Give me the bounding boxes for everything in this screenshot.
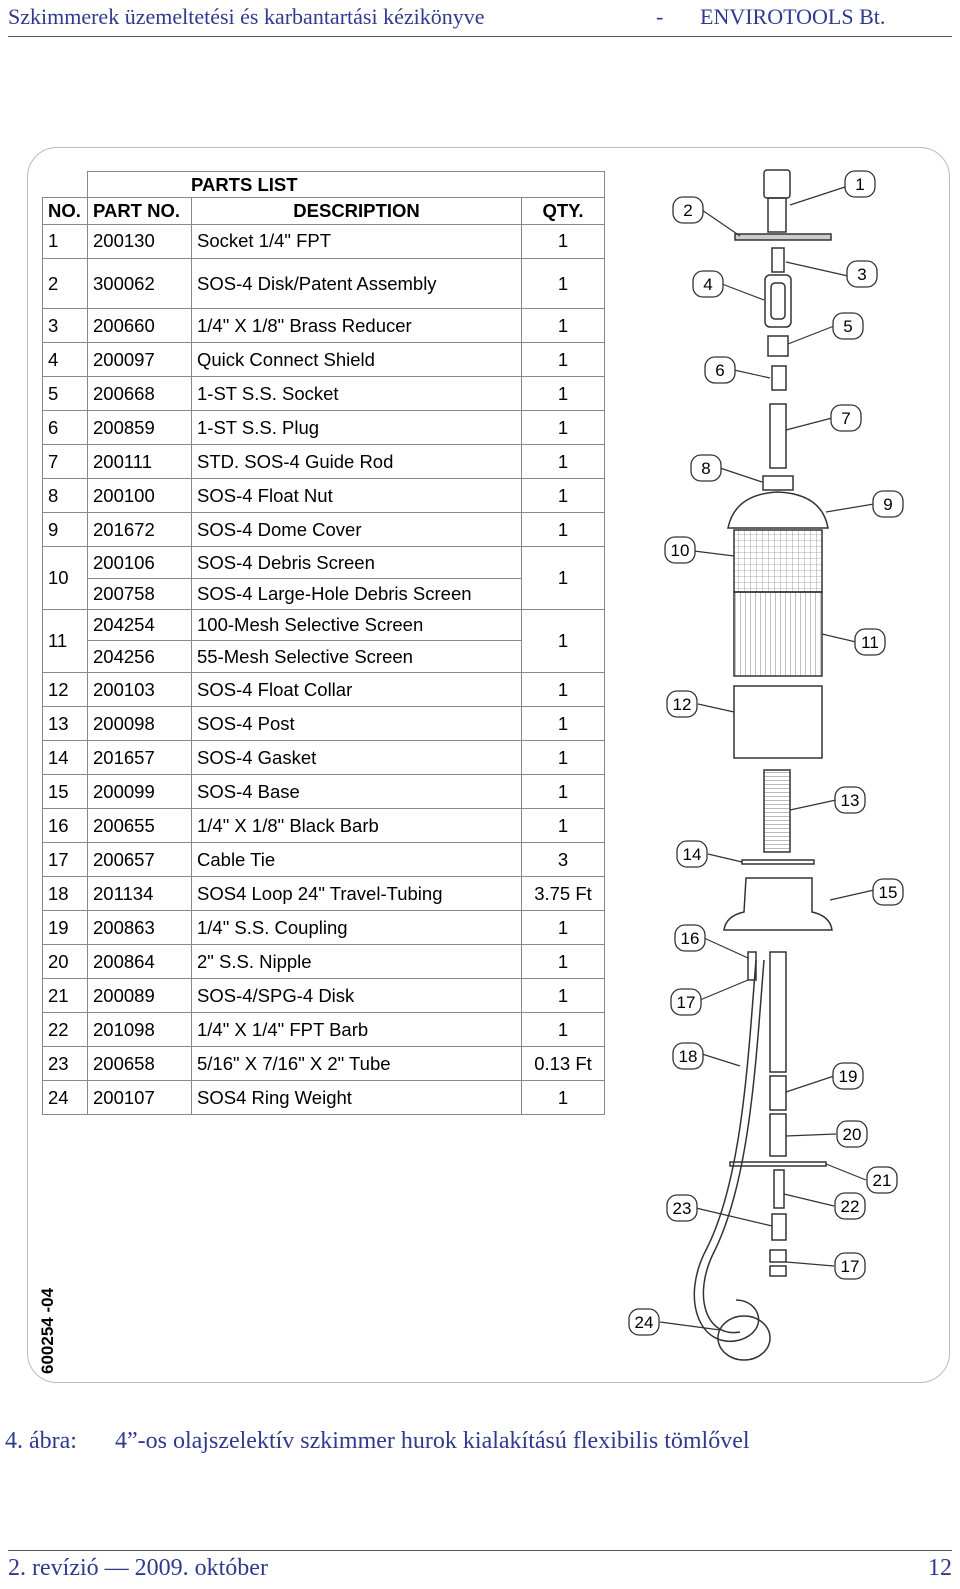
part-quantity: 1 bbox=[522, 547, 605, 610]
part-number: 200668 bbox=[88, 377, 192, 411]
part-number-index: 20 bbox=[43, 944, 88, 978]
table-row bbox=[43, 479, 605, 513]
part-number: 200660 bbox=[88, 309, 192, 343]
part-number-index: 2 bbox=[43, 258, 88, 309]
callout-balloon bbox=[673, 1043, 703, 1069]
part-number: 201098 bbox=[88, 1012, 192, 1046]
page-footer bbox=[8, 1550, 952, 1581]
callout-balloon bbox=[873, 879, 903, 905]
part-description: 55-Mesh Selective Screen bbox=[192, 641, 522, 672]
callout-label: 23 bbox=[672, 1199, 692, 1218]
callout-label: 20 bbox=[842, 1125, 862, 1144]
callout-balloon bbox=[673, 197, 703, 223]
table-row bbox=[43, 740, 605, 774]
part-description: SOS-4 Float Collar bbox=[192, 672, 522, 706]
header-separator: - bbox=[656, 4, 664, 29]
callout-label: 14 bbox=[682, 845, 702, 864]
table-row bbox=[43, 377, 605, 411]
callout-label: 22 bbox=[840, 1197, 860, 1216]
part-number-index: 22 bbox=[43, 1012, 88, 1046]
part-description: Cable Tie bbox=[192, 842, 522, 876]
part-description: SOS-4 Post bbox=[192, 706, 522, 740]
part-number: 200100 bbox=[88, 479, 192, 513]
part-quantity: 1 bbox=[522, 1012, 605, 1046]
callout-label: 6 bbox=[715, 361, 725, 380]
part-socket bbox=[764, 170, 790, 198]
callout-label: 17 bbox=[676, 993, 696, 1012]
part-description: 1/4" S.S. Coupling bbox=[192, 910, 522, 944]
part-number-index: 13 bbox=[43, 706, 88, 740]
part-number: 200655 bbox=[88, 808, 192, 842]
part-number-index: 4 bbox=[43, 343, 88, 377]
part-number: 300062 bbox=[88, 258, 192, 309]
part-socket-body bbox=[768, 198, 786, 232]
part-quantity: 1 bbox=[522, 944, 605, 978]
part-description: Quick Connect Shield bbox=[192, 343, 522, 377]
part-number-index: 5 bbox=[43, 377, 88, 411]
part-quantity: 1 bbox=[522, 343, 605, 377]
callout-label: 2 bbox=[683, 201, 693, 220]
col-header-qty: QTY. bbox=[522, 198, 605, 224]
part-number: 200111 bbox=[88, 445, 192, 479]
parts-list-title: PARTS LIST bbox=[88, 172, 605, 198]
table-row bbox=[43, 547, 605, 578]
callout-balloon bbox=[831, 405, 861, 431]
callout-label: 12 bbox=[672, 695, 692, 714]
part-quantity: 1 bbox=[522, 445, 605, 479]
callout-balloon bbox=[671, 989, 701, 1015]
callout-label: 16 bbox=[680, 929, 700, 948]
part-quantity: 1 bbox=[522, 1080, 605, 1114]
callout-label: 13 bbox=[840, 791, 860, 810]
part-number-index: 12 bbox=[43, 672, 88, 706]
table-row bbox=[43, 910, 605, 944]
part-ss-plug bbox=[772, 366, 786, 390]
part-quantity: 0.13 Ft bbox=[522, 1046, 605, 1080]
callout-balloon bbox=[693, 271, 723, 297]
part-number: 200130 bbox=[88, 224, 192, 258]
table-row bbox=[43, 808, 605, 842]
callout-label: 19 bbox=[838, 1067, 858, 1086]
part-number-index: 6 bbox=[43, 411, 88, 445]
table-row bbox=[43, 1080, 605, 1114]
part-number-index: 17 bbox=[43, 842, 88, 876]
callout-label: 11 bbox=[861, 633, 879, 652]
table-row bbox=[43, 978, 605, 1012]
table-row bbox=[43, 578, 605, 609]
table-row bbox=[43, 224, 605, 258]
footer-revision: 2. revízió — 2009. október bbox=[8, 1555, 268, 1581]
callout-balloon bbox=[845, 171, 875, 197]
callout-label: 8 bbox=[701, 459, 711, 478]
col-header-part-no: PART NO. bbox=[88, 198, 192, 224]
callout-label: 5 bbox=[843, 317, 853, 336]
callout-balloon bbox=[705, 357, 735, 383]
part-quantity: 1 bbox=[522, 479, 605, 513]
part-number: 201657 bbox=[88, 740, 192, 774]
table-row bbox=[43, 1046, 605, 1080]
callout-balloon bbox=[835, 1253, 865, 1279]
part-number-index: 19 bbox=[43, 910, 88, 944]
part-description: STD. SOS-4 Guide Rod bbox=[192, 445, 522, 479]
callout-label: 24 bbox=[634, 1313, 654, 1332]
part-description: SOS-4 Disk/Patent Assembly bbox=[192, 258, 522, 309]
part-reducer bbox=[772, 248, 784, 272]
callout-label: 18 bbox=[678, 1047, 698, 1066]
part-description: SOS4 Loop 24" Travel-Tubing bbox=[192, 876, 522, 910]
part-number-index: 24 bbox=[43, 1080, 88, 1114]
part-quantity: 1 bbox=[522, 377, 605, 411]
part-dome-cover bbox=[728, 492, 828, 528]
part-quantity: 1 bbox=[522, 910, 605, 944]
table-row bbox=[43, 944, 605, 978]
part-fpt-barb bbox=[774, 1170, 784, 1208]
part-quantity: 1 bbox=[522, 978, 605, 1012]
page-header bbox=[8, 0, 952, 37]
callout-balloon bbox=[675, 925, 705, 951]
part-cable-tie bbox=[770, 1250, 786, 1262]
callout-balloon bbox=[873, 491, 903, 517]
callout-balloon bbox=[855, 629, 885, 655]
part-number-index: 15 bbox=[43, 774, 88, 808]
part-quantity: 1 bbox=[522, 774, 605, 808]
figure-caption-label: 4. ábra: bbox=[5, 1428, 77, 1454]
part-short-tube bbox=[772, 1214, 786, 1240]
callout-label: 9 bbox=[883, 495, 893, 514]
callout-label: 10 bbox=[670, 541, 690, 560]
part-description: 1/4" X 1/8" Black Barb bbox=[192, 808, 522, 842]
table-row bbox=[43, 411, 605, 445]
header-title: Szkimmerek üzemeltetési és karbantartási kézikönyve bbox=[8, 4, 485, 29]
part-number: 200864 bbox=[88, 944, 192, 978]
callout-balloon bbox=[677, 841, 707, 867]
part-description: SOS-4 Float Nut bbox=[192, 479, 522, 513]
part-quantity: 1 bbox=[522, 706, 605, 740]
table-row bbox=[43, 1012, 605, 1046]
part-description: SOS-4 Base bbox=[192, 774, 522, 808]
part-number-index: 18 bbox=[43, 876, 88, 910]
header-company: ENVIROTOOLS Bt. bbox=[700, 4, 886, 29]
part-description: 100-Mesh Selective Screen bbox=[192, 609, 522, 640]
table-row bbox=[43, 609, 605, 640]
part-description: SOS-4 Debris Screen bbox=[192, 547, 522, 578]
part-quantity: 1 bbox=[522, 609, 605, 672]
callout-balloon bbox=[833, 1063, 863, 1089]
table-row bbox=[43, 309, 605, 343]
callout-balloon bbox=[837, 1121, 867, 1147]
part-number-index: 9 bbox=[43, 513, 88, 547]
part-number-index: 11 bbox=[43, 609, 88, 672]
callout-balloon bbox=[847, 261, 877, 287]
part-number: 200089 bbox=[88, 978, 192, 1012]
callout-label: 3 bbox=[857, 265, 867, 284]
table-row bbox=[43, 258, 605, 309]
callout-label: 7 bbox=[841, 409, 851, 428]
table-row bbox=[43, 774, 605, 808]
part-number: 200758 bbox=[88, 578, 192, 609]
part-description: 2" S.S. Nipple bbox=[192, 944, 522, 978]
part-quantity: 1 bbox=[522, 808, 605, 842]
part-description: SOS-4 Gasket bbox=[192, 740, 522, 774]
footer-page-number: 12 bbox=[928, 1555, 952, 1581]
part-quantity: 1 bbox=[522, 513, 605, 547]
exploded-view-diagram bbox=[634, 160, 920, 1380]
part-number-index: 8 bbox=[43, 479, 88, 513]
part-number-index: 16 bbox=[43, 808, 88, 842]
drawing-code: 600254 -04 bbox=[38, 1287, 57, 1374]
part-number: 200106 bbox=[88, 547, 192, 578]
table-row bbox=[43, 641, 605, 672]
part-quantity: 1 bbox=[522, 224, 605, 258]
part-ss-socket bbox=[768, 336, 788, 356]
callout-label: 17 bbox=[840, 1257, 860, 1276]
callout-label: 4 bbox=[703, 275, 713, 294]
part-number-index: 3 bbox=[43, 309, 88, 343]
part-description: 5/16" X 7/16" X 2" Tube bbox=[192, 1046, 522, 1080]
part-number-index: 7 bbox=[43, 445, 88, 479]
part-number: 200097 bbox=[88, 343, 192, 377]
figure-caption-text: 4”-os olajszelektív szkimmer hurok kialakítású flexibilis tömlővel bbox=[115, 1428, 750, 1454]
callout-balloon bbox=[691, 455, 721, 481]
parts-list-header-row bbox=[43, 198, 605, 224]
table-row bbox=[43, 445, 605, 479]
part-post bbox=[764, 770, 790, 852]
part-number: 200099 bbox=[88, 774, 192, 808]
table-row bbox=[43, 672, 605, 706]
part-quantity: 1 bbox=[522, 309, 605, 343]
part-base bbox=[724, 878, 832, 930]
callout-balloon bbox=[629, 1309, 659, 1335]
part-guide-rod bbox=[770, 404, 786, 468]
callout-balloon bbox=[667, 691, 697, 717]
col-header-no: NO. bbox=[43, 198, 88, 224]
part-float-collar bbox=[734, 686, 822, 758]
callout-label: 21 bbox=[872, 1171, 892, 1190]
part-number-index: 14 bbox=[43, 740, 88, 774]
part-description: SOS-4 Dome Cover bbox=[192, 513, 522, 547]
table-row bbox=[43, 876, 605, 910]
part-description: 1/4" X 1/8" Brass Reducer bbox=[192, 309, 522, 343]
parts-list-title-row bbox=[43, 172, 605, 198]
part-quantity: 1 bbox=[522, 411, 605, 445]
part-selective-screen bbox=[734, 592, 822, 676]
part-small-disk bbox=[730, 1162, 826, 1166]
part-number: 200658 bbox=[88, 1046, 192, 1080]
part-coupling bbox=[770, 1076, 786, 1110]
part-description: 1-ST S.S. Plug bbox=[192, 411, 522, 445]
callout-label: 1 bbox=[855, 175, 865, 194]
part-gasket bbox=[742, 860, 814, 864]
part-description: SOS4 Ring Weight bbox=[192, 1080, 522, 1114]
part-quantity: 1 bbox=[522, 258, 605, 309]
part-number: 200103 bbox=[88, 672, 192, 706]
table-row bbox=[43, 842, 605, 876]
part-quantity: 3.75 Ft bbox=[522, 876, 605, 910]
part-number: 200107 bbox=[88, 1080, 192, 1114]
part-number: 200859 bbox=[88, 411, 192, 445]
part-travel-tubing bbox=[770, 952, 786, 1072]
table-row bbox=[43, 343, 605, 377]
part-description: Socket 1/4" FPT bbox=[192, 224, 522, 258]
callout-balloon bbox=[667, 1195, 697, 1221]
part-number: 201134 bbox=[88, 876, 192, 910]
part-description: SOS-4/SPG-4 Disk bbox=[192, 978, 522, 1012]
table-row bbox=[43, 706, 605, 740]
parts-list-table bbox=[42, 171, 605, 1115]
callout-label: 15 bbox=[878, 883, 898, 902]
part-number: 200098 bbox=[88, 706, 192, 740]
part-description: 1-ST S.S. Socket bbox=[192, 377, 522, 411]
callout-balloon bbox=[835, 787, 865, 813]
part-nipple bbox=[770, 1114, 786, 1156]
col-header-description: DESCRIPTION bbox=[192, 198, 522, 224]
part-number: 200863 bbox=[88, 910, 192, 944]
part-disk bbox=[735, 234, 831, 240]
part-description: SOS-4 Large-Hole Debris Screen bbox=[192, 578, 522, 609]
part-number-index: 23 bbox=[43, 1046, 88, 1080]
part-quantity: 1 bbox=[522, 672, 605, 706]
callout-balloon bbox=[835, 1193, 865, 1219]
part-number: 204254 bbox=[88, 609, 192, 640]
part-description: 1/4" X 1/4" FPT Barb bbox=[192, 1012, 522, 1046]
table-row bbox=[43, 513, 605, 547]
part-number: 200657 bbox=[88, 842, 192, 876]
part-number-index: 1 bbox=[43, 224, 88, 258]
part-debris-screen bbox=[734, 530, 822, 592]
callout-balloon bbox=[665, 537, 695, 563]
part-quantity: 1 bbox=[522, 740, 605, 774]
part-number-index: 21 bbox=[43, 978, 88, 1012]
part-number: 204256 bbox=[88, 641, 192, 672]
part-number: 201672 bbox=[88, 513, 192, 547]
part-number-index: 10 bbox=[43, 547, 88, 610]
part-quantity: 3 bbox=[522, 842, 605, 876]
callout-balloon bbox=[833, 313, 863, 339]
part-float-nut bbox=[763, 476, 793, 490]
callout-balloon bbox=[867, 1167, 897, 1193]
